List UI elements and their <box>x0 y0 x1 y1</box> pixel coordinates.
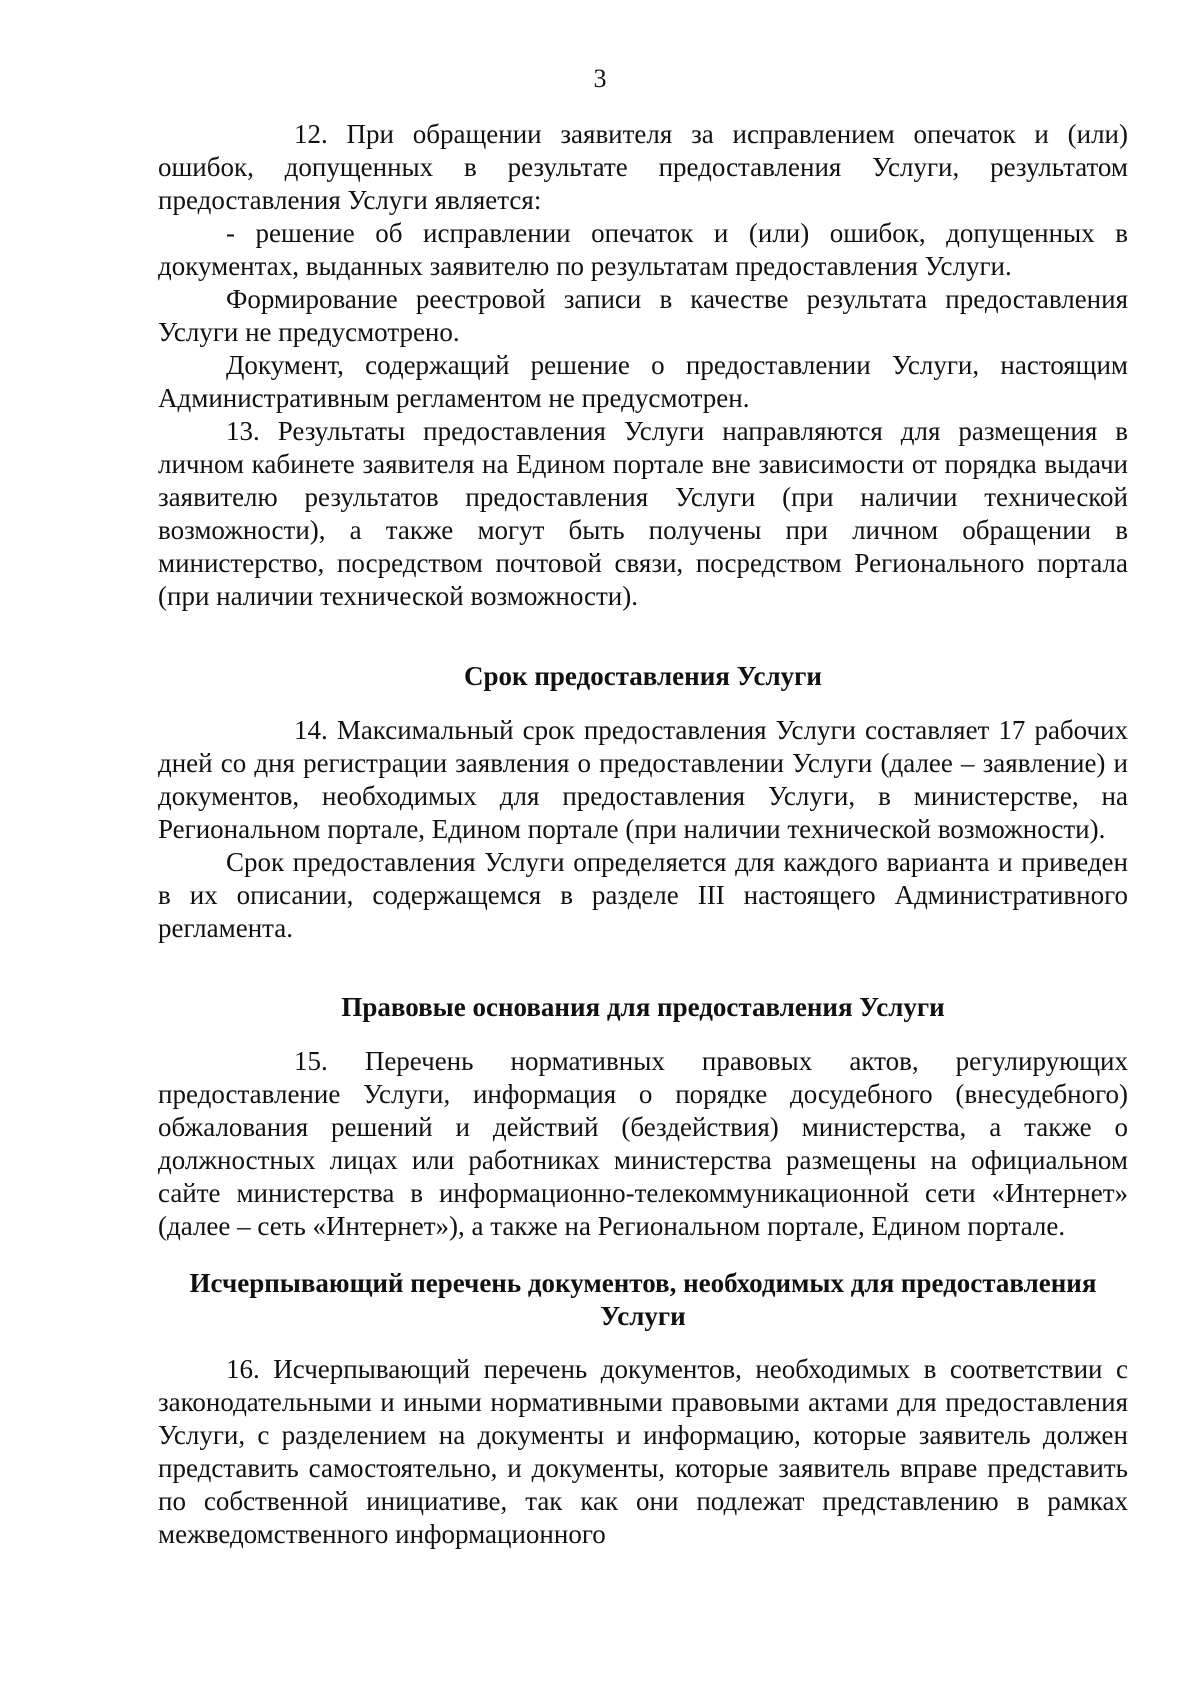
paragraph-16 <box>158 1353 1128 1551</box>
paragraph-decision-document: Документ, содержащий решение о предоставлении Услуги, настоящим Административным регламентом не предусмотрен. <box>158 350 1128 413</box>
page-number: 3 <box>593 64 607 93</box>
section-heading-term: Срок предоставления Услуги <box>464 661 822 691</box>
document-body <box>158 118 1128 1551</box>
paragraph-term-variant: Срок предоставления Услуги определяется для каждого варианта и приведен в их описании, содержащемся в разделе III настоящего Административного регламента. <box>158 847 1128 943</box>
section-heading-documents-list: Исчерпывающий перечень документов, необходимых для предоставления Услуги <box>189 1268 1097 1331</box>
paragraph-text: Исчерпывающий перечень документов, необходимых в соответствии с законодательными и иными нормативными правовыми актами для предоставления Услуги, с разделением на документы и информацию, которые заявитель должен представить самостоятельно, и документы, которые заявитель вправе представить по собственной инициативе, так как они подлежат представлению в рамках межведомственного информационного <box>158 1354 1128 1549</box>
paragraph-number: 14. <box>294 715 328 745</box>
list-item-correction-decision: - решение об исправлении опечаток и (или) ошибок, допущенных в документах, выданных заявителю по результатам предоставления Услуги. <box>158 218 1128 281</box>
paragraph-text: Перечень нормативных правовых актов, регулирующих предоставление Услуги, информация о порядке досудебного (внесудебного) обжалования решений и действий (бездействия) министерства, а также о должностных лицах или работниках министерства размещены на официальном сайте министерства в информационно-телекоммуникационной сети «Интернет» (далее – сеть «Интернет»), а также на Региональном портале, Едином портале. <box>158 1046 1128 1241</box>
paragraph-registry-record: Формирование реестровой записи в качестве результата предоставления Услуги не предусмотрено. <box>158 284 1128 347</box>
paragraph-text: При обращении заявителя за исправлением опечаток и (или) ошибок, допущенных в результате предоставления Услуги, результатом предоставления Услуги является: <box>158 119 1129 215</box>
section-heading-legal-basis: Правовые основания для предоставления Услуги <box>341 992 945 1022</box>
paragraph-12 <box>158 118 1128 217</box>
paragraph-15 <box>158 1045 1128 1243</box>
paragraph-number: 13. <box>226 416 260 446</box>
paragraph-13 <box>158 415 1128 613</box>
paragraph-14 <box>158 714 1128 846</box>
paragraph-number: 16. <box>226 1354 260 1384</box>
paragraph-number: 15. <box>294 1046 328 1076</box>
paragraph-text: Результаты предоставления Услуги направляются для размещения в личном кабинете заявителя на Едином портале вне зависимости от порядка выдачи заявителю результатов предоставления Услуги (при наличии технической возможности), а также могут быть получены при личном обращении в министерство, посредством почтовой связи, посредством Регионального портала (при наличии технической возможности). <box>158 416 1129 611</box>
paragraph-number: 12. <box>294 119 328 149</box>
paragraph-text: Максимальный срок предоставления Услуги составляет 17 рабочих дней со дня регистрации заявления о предоставлении Услуги (далее – заявление) и документов, необходимых для предоставления Услуги, в министерстве, на Региональном портале, Едином портале (при наличии технической возможности). <box>158 715 1129 844</box>
